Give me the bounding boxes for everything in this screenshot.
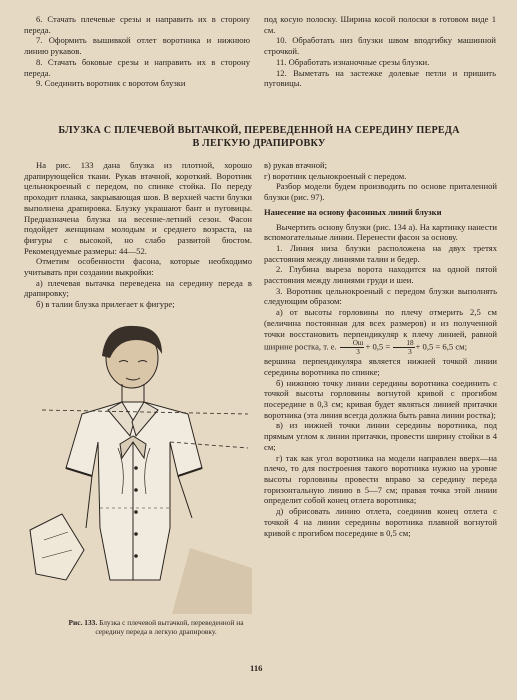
section-heading [22,124,496,150]
paragraph: 6. Стачать плечевые срезы и направить их в сторону переда. [24,14,250,35]
paragraph: 9. Соединить воротник с воротом блузки [36,78,186,89]
caption-text: Блузка с плечевой вытачкой, переведенной на середину переда в легкую драпировку. [95,618,244,637]
figure-caption [66,618,246,636]
paragraph: д) обрисовать линию отлета, соединив конец отлета с точкой 4 на линии середины воротника плавной вогнутой кривой с прогибом посередине в 0,5 см; [264,506,497,538]
paragraph: 10. Обработать низ блузки швом вподгибку машинной строчкой. [264,35,496,57]
heading-line-1: БЛУЗКА С ПЛЕЧЕВОЙ ВЫТАЧКОЙ, ПЕРЕВЕДЕННОЙ НА СЕРЕДИНУ ПЕРЕДА [58,125,460,136]
paragraph: Отметим особенности фасона, которые необходимо учитывать при создании выкройки: [24,256,252,278]
paragraph: б) нижнюю точку линии середины воротника соединить с точкой высоты горловины вогнутой кривой с прогибом посередине в 0,3 см; кривая будет являться линией притачки воротника (эта линия всегда должна быть равна линии ростка); [264,377,497,420]
paragraph: 12. Выметать на застежке долевые петли и пришить пуговицы. [264,67,496,89]
top-right-column [264,14,496,89]
paragraph: 3. Воротник цельнокроеный с передом блузки выполнять следующим образом: [264,285,497,307]
paragraph: 8. Стачать боковые срезы и направить их в сторону переда. [24,56,250,78]
heading-line-2: В ЛЕГКУЮ ДРАПИРОВКУ [192,138,326,149]
paragraph: б) в талии блузка прилегает к фигуре; [36,299,175,310]
paragraph: 7. Оформить вышивкой отлет воротника и нижнюю линию рукавов. [24,35,250,57]
paragraph: в) из нижней точки линии середины воротника, под прямым углом к линии притачки, провести ширину стойки в 4 см; [264,420,497,452]
formula-mid: + 0,5 = [365,341,391,352]
fraction-numerator: Ош [340,339,365,348]
fraction-numerator: 18 [393,339,414,348]
paragraph: Вычертить основу блузки (рис. 134 а). На картинку нанести вспомогательные линии. Перенести фасон за основу. [264,221,497,243]
blouse-illustration [22,318,262,614]
paragraph: 1. Линия низа блузки расположена на двух третях расстояния между линиями талии и бедер. [264,242,497,264]
paragraph: На рис. 133 дана блузка из плотной, хорошо драпирующейся ткани. Рукав втачной, короткий. Воротник цельнокроеный с передом, по спинке стойка. По переду проходит планка, закрывающая шов. В верхней части блузки выполнена драпировка. Блузку украшают бант и пуговицы. Предназначена блузка на весенне-летний сезон. Фасон подойдет женщинам молодым и среднего возраста, на фигуры с высокой, но слабо развитой бюстом. Рекомендуемые размеры: 44—52. [24,160,252,256]
paragraph: под косую полоску. Ширина косой полоски в готовом виде 1 см. [264,14,496,35]
left-column [24,160,252,310]
caption-label: Рис. 133. [68,618,98,627]
page-number: 116 [250,663,263,673]
paragraph: Разбор модели будем производить по основе приталенной блузки (рис. 97). [264,181,497,203]
formula-end: + 0,5 = 6,5 см; [415,341,467,352]
paragraph [264,307,497,356]
paragraph: г) воротник цельнокроеный с передом. [264,170,407,181]
paragraph: 2. Глубина выреза ворота находится на одной пятой расстояния между линиями груди и шеи. [264,264,497,286]
paragraph: 11. Обработать изнаночные срезы блузки. [276,56,430,67]
fraction [393,339,414,356]
paragraph: вершина перпендикуляра является нижней точкой линии середины воротника по спинке; [264,356,497,377]
fraction-denominator: 3 [408,348,412,357]
subheading: Нанесение на основу фасонных линий блузки [264,206,442,217]
top-left-column [24,14,250,89]
right-column [264,160,497,538]
paragraph: а) плечевая вытачка переведена на середину переда в драпировку; [24,277,252,299]
paragraph-text: а) от высоты горловины по плечу отмерить 2,5 см (величина постоянная для всех размеров) и из полученной точки восстановить перпендикуляр к плечу линией, равной ширине ростка, т. е. [264,307,497,352]
fraction-denominator: 3 [356,348,360,357]
fraction [340,339,365,356]
paragraph: в) рукав втачной; [264,160,327,170]
paragraph: г) так как угол воротника на модели направлен вверх—на плечо, то для построения такого воротника нужно на уровне высоты горловины провести вправо за середину переда горизонтальную линию в 5—7 см; правая точка этой линии определит собой конец отлета воротника; [264,452,497,506]
